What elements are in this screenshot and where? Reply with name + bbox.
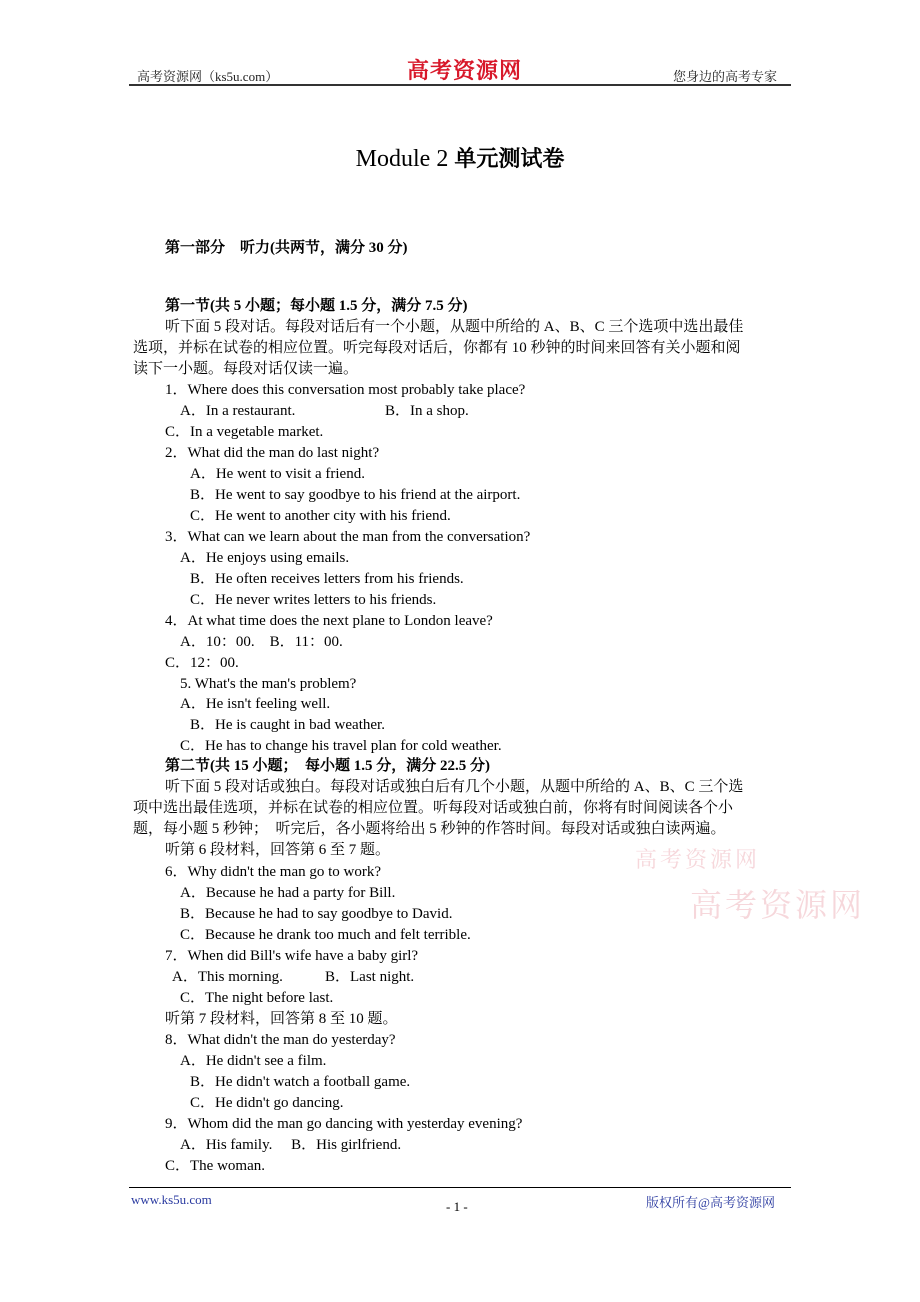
header-slogan: 您身边的高考专家 [673, 69, 778, 84]
page-number: - 1 - [446, 1199, 468, 1214]
text-line: C．He never writes letters to his friends. [190, 592, 437, 608]
text-line: B．He often receives letters from his friends. [190, 571, 464, 587]
text-line: 听第 7 段材料，回答第 8 至 10 题。 [165, 1011, 398, 1027]
text-line: 4．At what time does the next plane to London leave? [165, 613, 493, 629]
text-line: 读下一小题。每段对话仅读一遍。 [133, 361, 359, 377]
text-line: B．He didn't watch a football game. [190, 1074, 411, 1090]
header-logo: 高考资源网 [407, 58, 523, 84]
header-divider [129, 84, 791, 86]
text-line: 项中选出最佳选项，并标在试卷的相应位置。听每段对话或独白前，你将有时间阅读各个小 [133, 800, 734, 816]
footer-copyright: 版权所有@高考资源网 [646, 1195, 775, 1210]
text-line: A．This morning. [172, 969, 283, 985]
text-line: A．In a restaurant. [180, 403, 296, 419]
text-line: A．His family. B．His girlfriend. [180, 1137, 402, 1153]
text-line: 5. What's the man's problem? [180, 676, 357, 692]
section-heading: 第二节(共 15 小题； 每小题 1.5 分，满分 22.5 分) [165, 758, 490, 774]
footer-website-link[interactable]: www.ks5u.com [131, 1192, 212, 1207]
title-en: Module 2 [355, 146, 455, 172]
text-line: 听第 6 段材料，回答第 6 至 7 题。 [165, 842, 391, 858]
text-line: A．He enjoys using emails. [180, 550, 350, 566]
text-line: B．Last night. [325, 969, 415, 985]
page-title [0, 142, 920, 173]
text-line: 听下面 5 段对话或独白。每段对话或独白后有几个小题，从题中所给的 A、B、C 三个选 [165, 779, 744, 795]
text-line: B．In a shop. [385, 403, 469, 419]
text-line: 1．Where does this conversation most probably take place? [165, 382, 526, 398]
footer-divider [129, 1187, 791, 1188]
text-line: C．He went to another city with his friend. [190, 508, 451, 524]
text-line: B．He went to say goodbye to his friend at the airport. [190, 487, 521, 503]
text-line: A．He went to visit a friend. [190, 466, 365, 482]
text-line: 2．What did the man do last night? [165, 445, 380, 461]
section-heading: 第一部分 听力(共两节，满分 30 分) [165, 240, 408, 256]
text-line: 6．Why didn't the man go to work? [165, 864, 381, 880]
text-line: 7．When did Bill's wife have a baby girl? [165, 948, 419, 964]
text-line: C．He has to change his travel plan for cold weather. [180, 738, 502, 754]
text-line: A．He isn't feeling well. [180, 696, 331, 712]
watermark-large: 高考资源网 [690, 887, 866, 923]
text-line: B．He is caught in bad weather. [190, 717, 385, 733]
text-line: 听下面 5 段对话。每段对话后有一个小题，从题中所给的 A、B、C 三个选项中选出最佳 [165, 319, 744, 335]
text-line: B．Because he had to say goodbye to David. [180, 906, 453, 922]
text-line: C．He didn't go dancing. [190, 1095, 344, 1111]
title-zh: 单元测试卷 [454, 147, 565, 172]
text-line: 题，每小题 5 秒钟； 听完后，各小题将给出 5 秒钟的作答时间。每段对话或独白读两遍。 [133, 821, 726, 837]
text-line: 8．What didn't the man do yesterday? [165, 1032, 396, 1048]
watermark-small: 高考资源网 [635, 847, 761, 872]
text-line: A．Because he had a party for Bill. [180, 885, 396, 901]
header-site-name: 高考资源网（ks5u.com） [137, 69, 279, 84]
text-line: A．10：00. B．11：00. [180, 634, 343, 650]
text-line: C．In a vegetable market. [165, 424, 324, 440]
text-line: 3．What can we learn about the man from the conversation? [165, 529, 531, 545]
text-line: C．Because he drank too much and felt terrible. [180, 927, 471, 943]
section-heading: 第一节(共 5 小题；每小题 1.5 分，满分 7.5 分) [165, 298, 468, 314]
text-line: C．The night before last. [180, 990, 334, 1006]
text-line: C．The woman. [165, 1158, 265, 1174]
text-line: C．12：00. [165, 655, 239, 671]
text-line: 选项，并标在试卷的相应位置。听完每段对话后，你都有 10 秒钟的时间来回答有关小题和阅 [133, 340, 741, 356]
text-line: 9．Whom did the man go dancing with yesterday evening? [165, 1116, 523, 1132]
text-line: A．He didn't see a film. [180, 1053, 327, 1069]
